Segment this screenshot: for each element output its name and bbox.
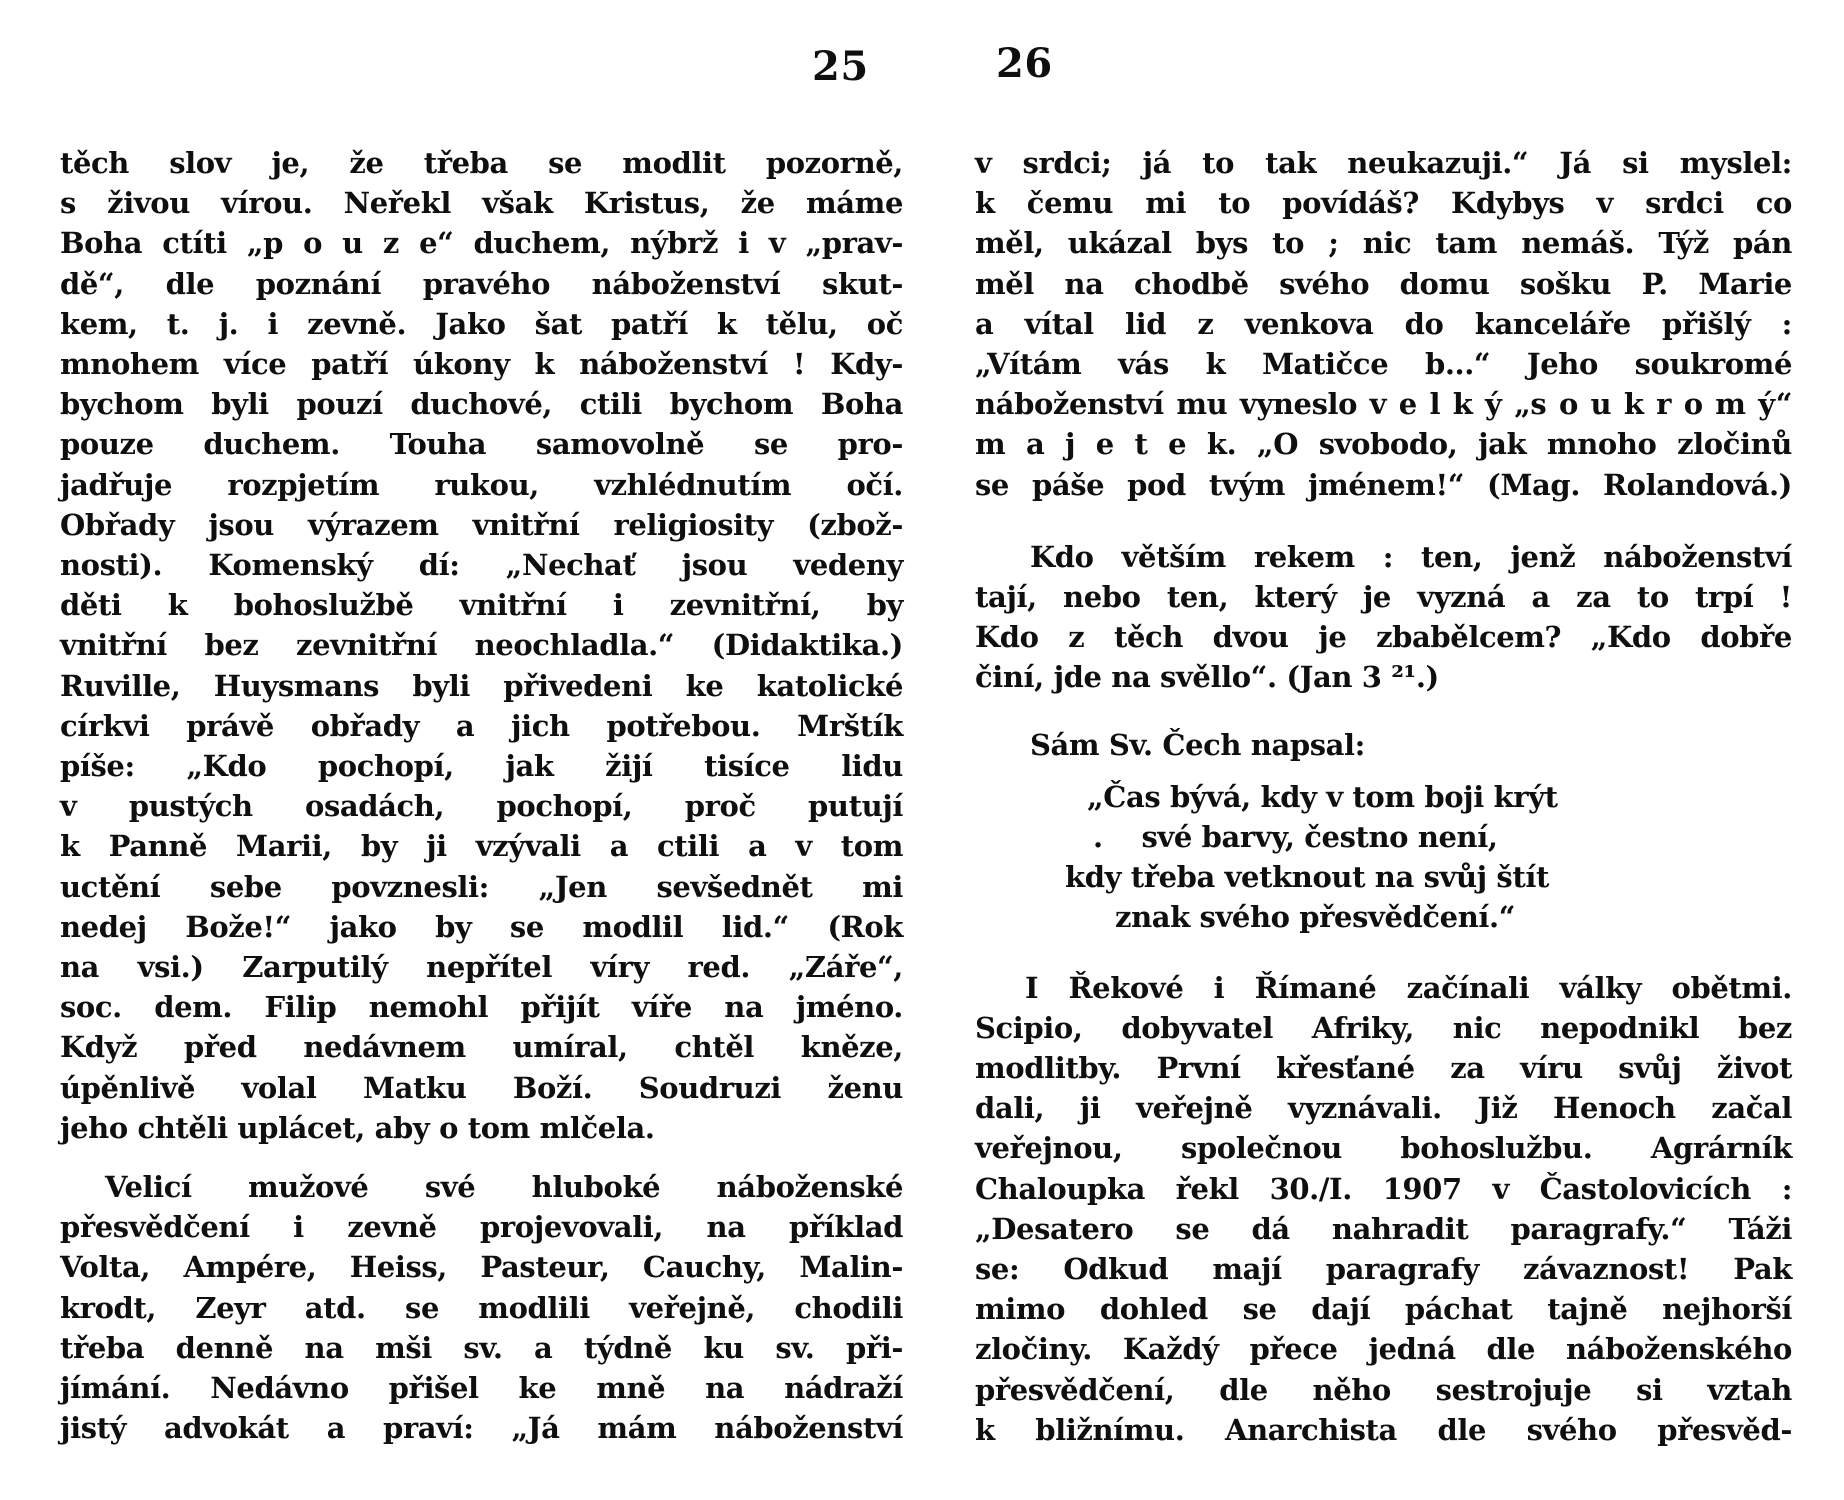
text-line: přesvědčení, dle něho sestrojuje si vztah xyxy=(975,1372,1792,1407)
text-line: činí, jde na svěllo“. (Jan 3 ²¹.) xyxy=(975,660,1439,695)
text-line: Kdo z těch dvou je zbabělcem? „Kdo dobře xyxy=(975,620,1792,655)
text-line: m a j e t e k. „O svobodo, jak mnoho zločinů xyxy=(975,427,1792,462)
text-line: „Čas bývá, kdy v tom boji krýt xyxy=(1087,779,1558,814)
text-line: k čemu mi to povídáš? Kdybys v srdci co xyxy=(975,186,1792,221)
text-line: Boha ctíti „p o u z e“ duchem, nýbrž i v „prav- xyxy=(60,226,903,261)
text-line: úpěnlivě volal Matku Boží. Soudruzi ženu xyxy=(60,1070,903,1105)
text-line: Obřady jsou výrazem vnitřní religiosity (zbož- xyxy=(60,507,903,542)
text-line: mimo dohled se dají páchat tajně nejhorší xyxy=(975,1292,1792,1327)
text-line: k bližnímu. Anarchista dle svého přesvěd- xyxy=(975,1412,1792,1447)
text-line: jímání. Nedávno přišel ke mně na nádraží xyxy=(60,1371,903,1406)
text-line: uctění sebe povznesli: „Jen sevšednět mi xyxy=(60,869,903,904)
text-line: pouze duchem. Touha samovolně se pro- xyxy=(60,427,903,462)
text-line: náboženství mu vyneslo v e l k ý „s o u k r o m ý“ xyxy=(975,387,1792,422)
text-line: „Desatero se dá nahradit paragrafy.“ Táži xyxy=(975,1211,1792,1246)
text-line: na vsi.) Zarputilý nepřítel víry red. „Záře“, xyxy=(60,950,903,985)
text-line: zločiny. Každý přece jedná dle náboženského xyxy=(975,1332,1792,1367)
text-line: se páše pod tvým jménem!“ (Mag. Rolandová.) xyxy=(975,467,1792,502)
text-line: píše: „Kdo pochopí, jak žijí tisíce lidu xyxy=(60,749,903,784)
text-line: vnitřní bez zevnitřní neochladla.“ (Didaktika.) xyxy=(60,628,903,663)
text-line: jadřuje rozpjetím rukou, vzhlédnutím očí. xyxy=(60,467,903,502)
text-line: jistý advokát a praví: „Já mám náboženství xyxy=(60,1411,903,1446)
text-line: těch slov je, že třeba se modlit pozorně, xyxy=(60,146,903,180)
text-line: Když před nedávnem umíral, chtěl kněze, xyxy=(60,1030,903,1065)
text-line: nosti). Komenský dí: „Nechať jsou vedeny xyxy=(60,548,903,583)
text-line: přesvědčení i zevně projevovali, na příklad xyxy=(60,1210,903,1245)
text-line: měl, ukázal bys to ; nic tam nemáš. Týž pán xyxy=(975,226,1792,261)
text-line: dali, ji veřejně vyznávali. Již Henoch začal xyxy=(975,1091,1792,1126)
text-line: Ruville, Huysmans byli přivedeni ke katolické xyxy=(60,668,903,703)
text-line: v pustých osadách, pochopí, proč putují xyxy=(60,789,903,824)
page-number-right: 26 xyxy=(996,40,1053,87)
text-line: bychom byli pouzí duchové, ctili bychom Boha xyxy=(60,387,903,422)
text-line: I Řekové i Římané začínali války obětmi. xyxy=(1025,970,1792,1005)
text-line: Scipio, dobyvatel Afriky, nic nepodnikl bez xyxy=(975,1010,1792,1045)
text-line: mnohem více patří úkony k náboženství ! Kdy- xyxy=(60,347,903,382)
text-line: s živou vírou. Neřekl však Kristus, že máme xyxy=(60,186,903,221)
text-line: veřejnou, společnou bohoslužbu. Agrárník xyxy=(975,1131,1792,1166)
page-right-text-column xyxy=(975,143,1792,1450)
text-line: modlitby. První křesťané za víru svůj život xyxy=(975,1051,1792,1086)
text-line: Volta, Ampére, Heiss, Pasteur, Cauchy, Malin- xyxy=(60,1250,903,1285)
text-line: kem, t. j. i zevně. Jako šat patří k tělu, oč xyxy=(60,306,903,341)
text-line: církvi právě obřady a jich potřebou. Mrštík xyxy=(60,708,903,743)
text-line: děti k bohoslužbě vnitřní i zevnitřní, by xyxy=(60,588,903,623)
text-line: tají, nebo ten, který je vyzná a za to trpí ! xyxy=(975,580,1792,615)
text-line: jeho chtěli uplácet, aby o tom mlčela. xyxy=(60,1110,655,1145)
page-number-left: 25 xyxy=(812,43,869,90)
text-line: k Panně Marii, by ji vzývali a ctili a v tom xyxy=(60,829,903,864)
text-line: znak svého přesvědčení.“ xyxy=(1115,900,1515,935)
text-line: Velicí mužové své hluboké náboženské xyxy=(105,1170,903,1205)
text-line: Chaloupka řekl 30./I. 1907 v Častolovicích : xyxy=(975,1171,1792,1206)
text-line: v srdci; já to tak neukazuji.“ Já si myslel: xyxy=(975,146,1792,180)
text-line: třeba denně na mši sv. a týdně ku sv. při- xyxy=(60,1330,903,1365)
text-line: měl na chodbě svého domu sošku P. Marie xyxy=(975,266,1792,301)
text-line: „Vítám vás k Matičce b...“ Jeho soukromé xyxy=(975,347,1792,382)
text-line: Sám Sv. Čech napsal: xyxy=(1030,727,1365,762)
text-line: Kdo větším rekem : ten, jenž náboženství xyxy=(1030,539,1792,574)
text-line: kdy třeba vetknout na svůj štít xyxy=(1065,860,1549,895)
page-left-text-column xyxy=(60,143,903,1449)
text-line: dě“, dle poznání pravého náboženství skut- xyxy=(60,266,903,301)
text-line: se: Odkud mají paragrafy závaznost! Pak xyxy=(975,1252,1792,1287)
text-line: a vítal lid z venkova do kanceláře přišlý : xyxy=(975,306,1792,341)
text-line: krodt, Zeyr atd. se modlili veřejně, chodili xyxy=(60,1290,903,1325)
text-line: . své barvy, čestno není, xyxy=(1093,820,1498,855)
text-line: soc. dem. Filip nemohl přijít víře na jméno. xyxy=(60,990,903,1025)
text-line: nedej Bože!“ jako by se modlil lid.“ (Rok xyxy=(60,909,903,944)
